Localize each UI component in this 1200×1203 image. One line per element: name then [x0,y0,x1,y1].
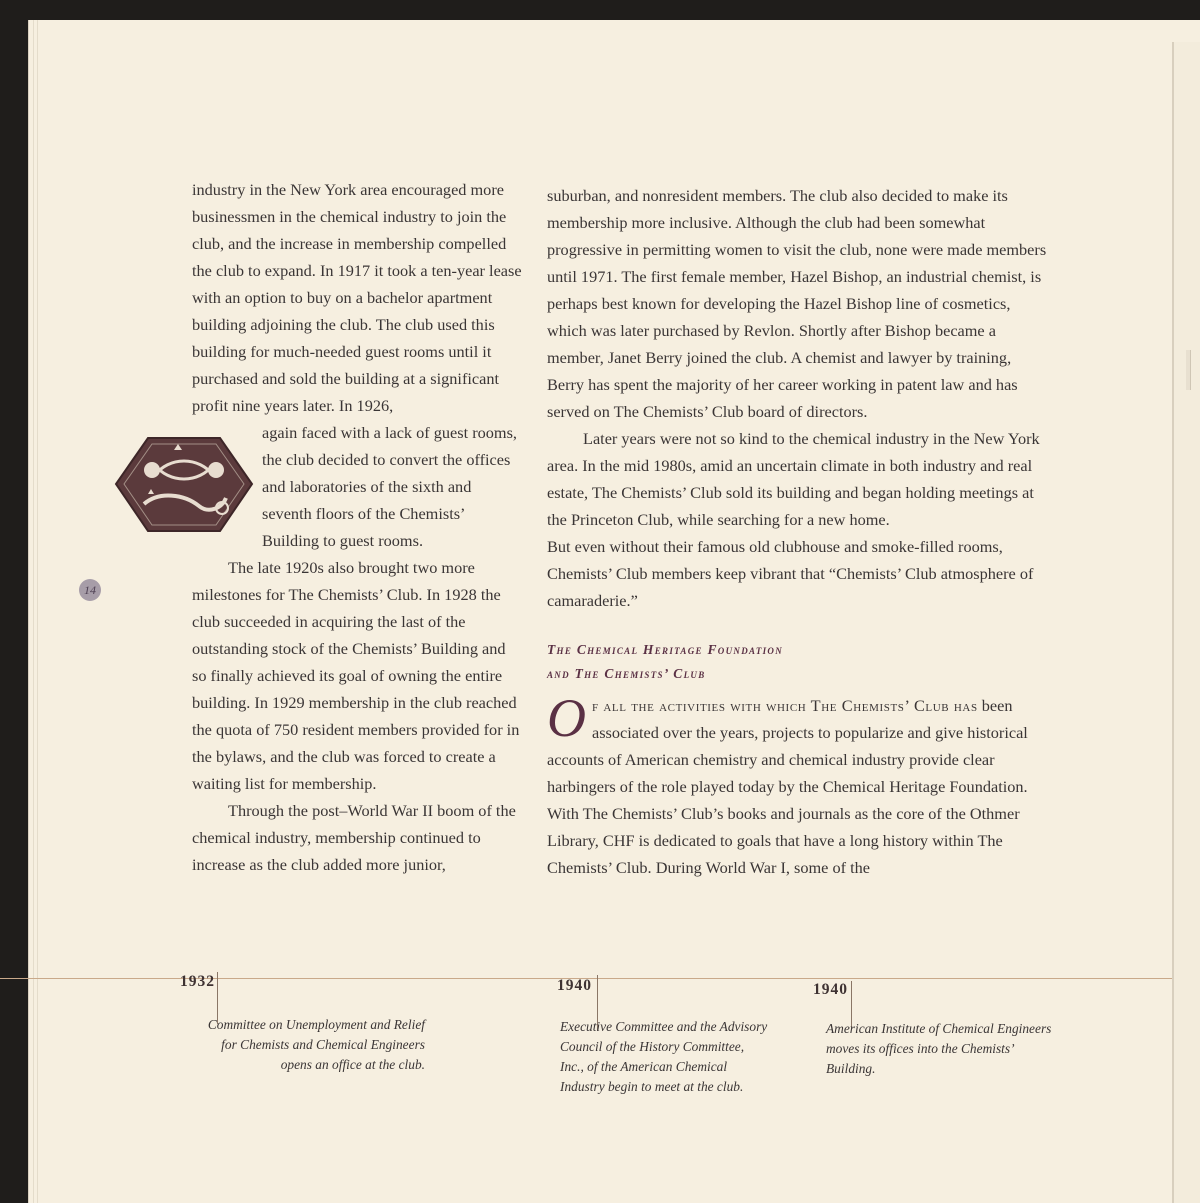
right-paragraph-2: Later years were not so kind to the chemical industry in the New York area. In the mid 1980s, amid an uncertain climate in both industry and real estate, The Chemists’ Club sold its building and began holding meetings at the Princeton Club, while searching for a new home. [547,429,1040,529]
binding-mark [1186,350,1191,390]
right-paragraph-4-body: been associated over the years, projects to popularize and give historical accounts of American chemistry and chemical industry provide clear harbingers of the role played today by the Chemical Heritage Foundation. With The Chemists’ Club’s books and journals as the core of the Othmer Library, CHF is dedicated to goals that have a long history within The Chemists’ Club. During World War I, some of the [547,696,1028,877]
left-paragraph-2: The late 1920s also brought two more milestones for The Chemists’ Club. In 1928 the club succeeded in acquiring the last of the outstanding stock of the Chemists’ Building and so finally achieved its goal of owning the entire building. In 1929 membership in the club reached the quota of 750 resident members provided for in the bylaws, and the club was forced to create a waiting list for membership. [192,558,520,793]
timeline-year-3: 1940 [813,981,848,998]
page-edge [37,20,38,1203]
left-paragraph-1: industry in the New York area encouraged more businessmen in the chemical industry to join the club, and the increase in membership compelled the club to expand. In 1917 it took a ten-year lease with an option to buy on a bachelor apartment building adjoining the club. The club used this building for much-needed guest rooms until it purchased and sold the building at a significant profit nine years later. In 1926, [192,180,522,415]
section-heading [547,638,1052,686]
timeline-entry-1: Committee on Unemployment and Relief for Chemists and Chemical Engineers opens an office at the club. [207,1017,425,1072]
right-paragraph-4 [547,688,1052,881]
timeline-year-1: 1932 [180,973,215,990]
crest-emblem-icon [114,436,254,533]
left-paragraph-3: Through the post–World War II boom of the chemical industry, membership continued to increase as the club added more junior, [192,801,516,874]
page-edge [33,20,34,1203]
left-paragraph-1-wrapped: again faced with a lack of guest rooms, the club decided to convert the offices and laboratories of the sixth and seventh floors of the Chemists’ Building to guest rooms. [262,423,517,550]
section-heading-line-1: The Chemical Heritage Foundation [547,642,784,657]
timeline-year-2: 1940 [557,977,592,994]
page-number-badge: 14 [79,579,101,601]
right-paragraph-1: suburban, and nonresident members. The club also decided to make its membership more inclusive. Although the club had been somewhat progressive in permitting women to visit the club, none were made members until 1971. The first female member, Hazel Bishop, an industrial chemist, is perhaps best known for developing the Hazel Bishop line of cosmetics, which was later purchased by Revlon. Shortly after Bishop became a member, Janet Berry joined the club. A chemist and lawyer by training, Berry has spent the majority of her career working in patent law and has served on The Chemists’ Club board of directors. [547,186,1047,421]
next-page-edge [1172,42,1200,1203]
timeline-entry-2: Executive Committee and the Advisory Council of the History Committee, Inc., of the American Chemical Industry begin to meet at the club. [560,1019,768,1094]
section-heading-line-2: and The Chemists’ Club [547,666,706,681]
right-column [547,182,1052,881]
drop-cap: O [547,688,586,748]
timeline-entry-3: American Institute of Chemical Engineers moves its offices into the Chemists’ Building. [826,1021,1052,1076]
paragraph-lead-in: f all the activities with which The Chemists’ Club has [592,696,978,715]
right-paragraph-3: But even without their famous old clubhouse and smoke-filled rooms, Chemists’ Club members keep vibrant that “Chemists’ Club atmosphere of camaraderie.” [547,537,1034,610]
